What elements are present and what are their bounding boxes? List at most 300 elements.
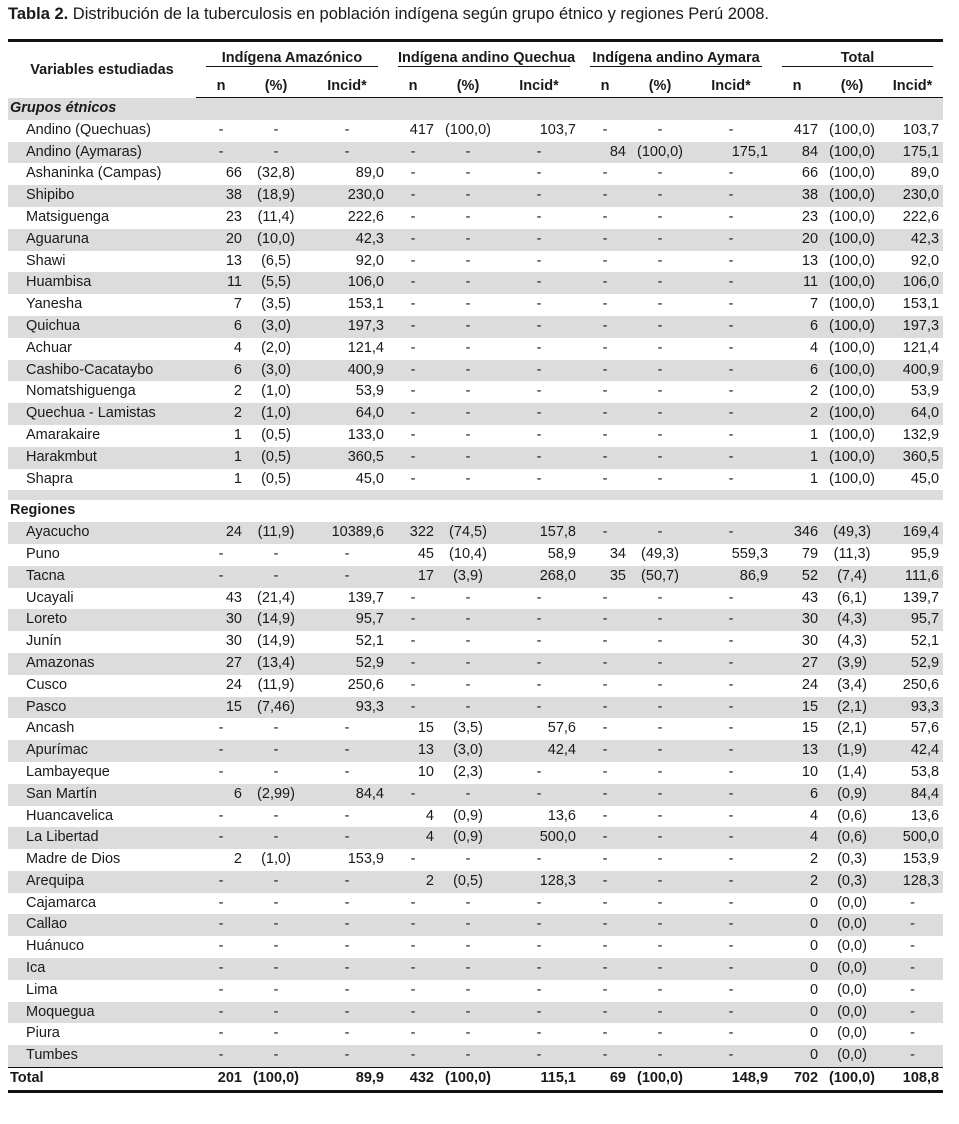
- table-cell: 132,9: [902, 426, 940, 443]
- table-cell: -: [602, 383, 608, 400]
- table-row: [8, 849, 943, 871]
- table-cell: -: [630, 272, 690, 294]
- table-cell: -: [438, 1002, 498, 1024]
- table-cell: -: [465, 589, 471, 606]
- table-cell: 92,0: [355, 252, 384, 269]
- table-cell: (100,0): [829, 426, 875, 443]
- table-cell: (3,4): [837, 676, 867, 693]
- table-cell: -: [657, 470, 663, 487]
- table-cell: 24: [196, 522, 246, 544]
- subheader-n: n: [580, 75, 630, 98]
- table-cell: 0: [772, 958, 822, 980]
- caption-text: Distribución de la tuberculosis en población indígena según grupo étnico y regiones Perú 2008.: [68, 5, 770, 23]
- table-cell: (6,5): [261, 252, 291, 269]
- table-cell: -: [273, 763, 279, 780]
- table-cell: -: [657, 165, 663, 182]
- table-cell: 95,9: [910, 545, 940, 562]
- table-cell: (0,0): [837, 1025, 867, 1042]
- subheader-incid: Incid*: [306, 75, 388, 98]
- table-cell: (3,9): [822, 653, 882, 675]
- table-cell: (100,0): [246, 1068, 306, 1092]
- table-cell: (1,9): [822, 740, 882, 762]
- table-cell: -: [388, 142, 438, 164]
- table-cell: -: [410, 938, 416, 955]
- table-cell: -: [438, 360, 498, 382]
- table-row: [8, 207, 943, 229]
- table-cell: 6: [196, 360, 246, 382]
- table-cell: (1,0): [246, 403, 306, 425]
- table-cell: 13: [225, 252, 242, 269]
- table-cell: -: [728, 121, 734, 138]
- table-cell: 92,0: [910, 252, 940, 269]
- table-cell: -: [438, 229, 498, 251]
- table-cell: -: [498, 360, 580, 382]
- table-cell: (0,9): [438, 827, 498, 849]
- table-cell: 17: [388, 566, 438, 588]
- table-cell: 6: [772, 360, 822, 382]
- table-cell: -: [465, 676, 471, 693]
- table-cell: 52,9: [882, 653, 943, 675]
- table-cell: -: [630, 185, 690, 207]
- row-label: Loreto: [8, 609, 196, 631]
- table-cell: -: [465, 633, 471, 650]
- table-cell: -: [344, 807, 350, 824]
- table-cell: -: [602, 339, 608, 356]
- table-cell: 52,1: [910, 633, 940, 650]
- tuberculosis-table: [8, 39, 943, 1093]
- table-cell: -: [580, 871, 630, 893]
- table-cell: -: [910, 938, 915, 955]
- table-cell: -: [690, 740, 772, 762]
- table-cell: -: [438, 653, 498, 675]
- table-cell: (3,0): [438, 740, 498, 762]
- table-cell: 322: [388, 522, 438, 544]
- table-cell: -: [498, 1002, 580, 1024]
- table-cell: 43: [225, 589, 242, 606]
- table-cell: -: [388, 1002, 438, 1024]
- table-cell: -: [438, 316, 498, 338]
- table-cell: -: [273, 807, 279, 824]
- table-cell: -: [728, 851, 734, 868]
- table-cell: -: [630, 609, 690, 631]
- table-cell: 106,0: [882, 272, 943, 294]
- table-cell: -: [410, 981, 416, 998]
- table-cell: 4: [809, 807, 819, 824]
- table-cell: 153,9: [902, 851, 940, 868]
- table-cell: 13,6: [910, 807, 940, 824]
- table-cell: -: [246, 740, 306, 762]
- table-cell: (0,0): [822, 914, 882, 936]
- table-cell: (0,5): [261, 470, 291, 487]
- table-cell: 2: [233, 383, 242, 400]
- table-cell: 30: [772, 609, 822, 631]
- table-cell: (0,3): [822, 871, 882, 893]
- table-cell: -: [273, 894, 279, 911]
- table-cell: -: [498, 316, 580, 338]
- table-cell: (49,3): [822, 522, 882, 544]
- table-cell: 1: [196, 447, 246, 469]
- table-cell: -: [690, 185, 772, 207]
- table-cell: -: [630, 914, 690, 936]
- table-cell: -: [388, 784, 438, 806]
- table-cell: 45,0: [910, 470, 940, 487]
- table-cell: -: [580, 697, 630, 719]
- table-cell: 1: [233, 426, 242, 443]
- table-cell: 201: [196, 1068, 246, 1092]
- table-cell: -: [218, 894, 224, 911]
- table-cell: 11: [196, 272, 246, 294]
- table-cell: -: [580, 914, 630, 936]
- table-cell: -: [728, 676, 734, 693]
- table-cell: 30: [801, 633, 819, 650]
- table-cell: (100,0): [822, 1068, 882, 1092]
- table-row: [8, 522, 943, 544]
- table-cell: -: [465, 470, 471, 487]
- table-cell: -: [690, 272, 772, 294]
- table-cell: 417: [793, 121, 819, 138]
- table-cell: -: [410, 252, 416, 269]
- table-cell: -: [630, 522, 690, 544]
- row-label: Madre de Dios: [26, 851, 121, 868]
- table-cell: -: [630, 827, 690, 849]
- spacer-cell: [8, 490, 943, 500]
- header-group-quechua: [388, 41, 580, 76]
- header-group-label: Indígena andino Quechua: [398, 50, 576, 66]
- table-cell: -: [465, 1025, 471, 1042]
- table-cell: -: [630, 447, 690, 469]
- table-cell: -: [410, 208, 416, 225]
- table-cell: 42,4: [498, 740, 580, 762]
- table-cell: (0,3): [837, 851, 867, 868]
- table-cell: 35: [580, 566, 630, 588]
- table-cell: -: [438, 784, 498, 806]
- table-cell: (100,0): [822, 447, 882, 469]
- header-group-amazonico: [196, 41, 388, 76]
- table-cell: 52,9: [306, 653, 388, 675]
- table-cell: 250,6: [902, 676, 940, 693]
- table-row: [8, 163, 943, 185]
- row-label: Andino (Aymaras): [8, 142, 196, 164]
- table-cell: 95,7: [306, 609, 388, 631]
- table-cell: -: [728, 1025, 734, 1042]
- table-cell: 702: [772, 1068, 822, 1092]
- table-cell: -: [602, 121, 608, 138]
- table-cell: -: [410, 1025, 416, 1042]
- table-cell: -: [657, 296, 663, 313]
- table-cell: -: [657, 676, 663, 693]
- table-cell: (1,0): [261, 383, 291, 400]
- table-cell: -: [602, 720, 608, 737]
- header-group-label: Indígena andino Aymara: [590, 50, 762, 67]
- table-cell: -: [690, 609, 772, 631]
- table-row: [8, 316, 943, 338]
- table-cell: -: [690, 1045, 772, 1067]
- table-cell: -: [728, 720, 734, 737]
- table-cell: -: [690, 360, 772, 382]
- table-cell: 175,1: [690, 142, 772, 164]
- table-cell: 15: [772, 697, 822, 719]
- row-label: Lima: [26, 981, 58, 998]
- table-cell: -: [273, 121, 279, 138]
- table-cell: -: [196, 740, 246, 762]
- row-label: Apurímac: [8, 740, 196, 762]
- table-cell: -: [728, 633, 734, 650]
- row-label: La Libertad: [8, 827, 196, 849]
- table-cell: (0,6): [837, 807, 867, 824]
- table-cell: (5,5): [246, 272, 306, 294]
- table-cell: 45,0: [355, 470, 384, 487]
- table-row: [8, 914, 943, 936]
- table-cell: -: [306, 871, 388, 893]
- table-cell: -: [196, 871, 246, 893]
- table-cell: (0,5): [261, 426, 291, 443]
- table-cell: (0,9): [453, 807, 483, 824]
- table-cell: 4: [388, 827, 438, 849]
- table-cell: (11,9): [246, 522, 306, 544]
- table-cell: 15: [196, 697, 246, 719]
- table-cell: -: [602, 894, 608, 911]
- table-cell: -: [196, 958, 246, 980]
- table-cell: 95,7: [882, 609, 943, 631]
- table-cell: (2,1): [822, 697, 882, 719]
- table-cell: (6,1): [837, 589, 867, 606]
- table-row: [8, 294, 943, 316]
- table-cell: -: [438, 914, 498, 936]
- table-cell: 4: [772, 827, 822, 849]
- table-cell: -: [498, 447, 580, 469]
- table-cell: -: [580, 827, 630, 849]
- table-cell: 6: [196, 784, 246, 806]
- table-cell: 84,4: [882, 784, 943, 806]
- table-cell: (2,0): [261, 339, 291, 356]
- table-cell: 417: [409, 121, 434, 138]
- table-cell: (100,0): [829, 383, 875, 400]
- table-cell: 106,0: [306, 272, 388, 294]
- row-label: Aguaruna: [8, 229, 196, 251]
- table-cell: 27: [772, 653, 822, 675]
- table-row: [8, 1023, 943, 1045]
- row-label: Ica: [8, 958, 196, 980]
- table-cell: (100,0): [822, 142, 882, 164]
- table-cell: -: [657, 208, 663, 225]
- table-cell: 400,9: [306, 360, 388, 382]
- table-cell: -: [728, 894, 734, 911]
- row-label: Quechua - Lamistas: [8, 403, 196, 425]
- table-cell: 89,0: [910, 165, 940, 182]
- table-cell: -: [498, 653, 580, 675]
- table-cell: -: [465, 208, 471, 225]
- table-cell: -: [536, 165, 542, 182]
- table-cell: 103,7: [902, 121, 940, 138]
- table-cell: 52: [772, 566, 822, 588]
- table-cell: -: [196, 827, 246, 849]
- table-cell: 53,9: [910, 383, 940, 400]
- table-cell: -: [498, 914, 580, 936]
- row-label: Tumbes: [8, 1045, 196, 1067]
- subheader-percent: (%): [630, 75, 690, 98]
- row-label: Moquegua: [8, 1002, 196, 1024]
- table-cell: -: [246, 142, 306, 164]
- table-cell: -: [438, 142, 498, 164]
- table-cell: -: [657, 807, 663, 824]
- table-cell: 360,5: [306, 447, 388, 469]
- table-row: [8, 381, 943, 403]
- table-cell: -: [306, 914, 388, 936]
- table-cell: (100,0): [829, 208, 875, 225]
- table-cell: (0,5): [246, 447, 306, 469]
- table-cell: -: [728, 339, 734, 356]
- table-cell: 57,6: [910, 720, 940, 737]
- table-cell: -: [438, 1045, 498, 1067]
- table-cell: 93,3: [306, 697, 388, 719]
- table-row: [8, 718, 943, 740]
- header-group-label: Total: [782, 50, 933, 67]
- table-cell: -: [246, 566, 306, 588]
- table-cell: 53,8: [910, 763, 940, 780]
- table-cell: 268,0: [498, 566, 580, 588]
- row-label: Piura: [26, 1025, 60, 1042]
- table-cell: -: [410, 426, 416, 443]
- table-cell: -: [580, 609, 630, 631]
- table-row: [8, 1045, 943, 1067]
- table-cell: -: [580, 522, 630, 544]
- table-cell: -: [388, 272, 438, 294]
- table-cell: -: [580, 272, 630, 294]
- table-cell: -: [536, 894, 542, 911]
- table-cell: 103,7: [539, 121, 576, 138]
- table-cell: -: [465, 981, 471, 998]
- row-label: San Martín: [8, 784, 196, 806]
- table-cell: -: [410, 165, 416, 182]
- table-cell: -: [438, 958, 498, 980]
- table-cell: 38: [196, 185, 246, 207]
- table-cell: -: [630, 784, 690, 806]
- table-row: [8, 893, 943, 915]
- table-row: [8, 762, 943, 784]
- table-row: [8, 360, 943, 382]
- table-cell: -: [438, 185, 498, 207]
- table-row: [8, 403, 943, 425]
- table-cell: -: [410, 851, 416, 868]
- table-cell: (3,0): [246, 316, 306, 338]
- table-cell: 128,3: [882, 871, 943, 893]
- table-cell: -: [580, 653, 630, 675]
- row-label: Shawi: [26, 252, 66, 269]
- table-cell: 24: [225, 676, 242, 693]
- table-cell: -: [602, 981, 608, 998]
- table-cell: 4: [233, 339, 242, 356]
- row-label: Shipibo: [8, 185, 196, 207]
- table-cell: (0,0): [837, 981, 867, 998]
- table-cell: (7,46): [246, 697, 306, 719]
- table-cell: 153,1: [902, 296, 940, 313]
- table-cell: -: [388, 697, 438, 719]
- subheader-percent: (%): [438, 75, 498, 98]
- table-cell: -: [602, 589, 608, 606]
- table-cell: -: [690, 914, 772, 936]
- table-cell: (49,3): [641, 545, 679, 562]
- table-cell: -: [246, 914, 306, 936]
- table-cell: -: [728, 470, 734, 487]
- table-cell: 10: [417, 763, 434, 780]
- table-cell: -: [728, 938, 734, 955]
- table-cell: -: [728, 252, 734, 269]
- table-cell: 0: [772, 914, 822, 936]
- table-cell: 13: [388, 740, 438, 762]
- table-cell: 84,4: [306, 784, 388, 806]
- table-cell: -: [690, 871, 772, 893]
- table-cell: -: [196, 142, 246, 164]
- table-cell: -: [602, 851, 608, 868]
- table-cell: -: [657, 894, 663, 911]
- table-cell: -: [388, 609, 438, 631]
- table-cell: 27: [196, 653, 246, 675]
- caption-label: Tabla 2.: [8, 5, 69, 23]
- table-cell: -: [465, 165, 471, 182]
- table-cell: (1,4): [837, 763, 867, 780]
- table-cell: -: [728, 763, 734, 780]
- table-cell: -: [498, 272, 580, 294]
- table-cell: (50,7): [630, 566, 690, 588]
- table-cell: (4,3): [837, 633, 867, 650]
- table-cell: -: [536, 470, 542, 487]
- table-cell: -: [690, 784, 772, 806]
- row-label: Junín: [26, 633, 62, 650]
- row-label: Harakmbut: [8, 447, 196, 469]
- table-cell: -: [602, 763, 608, 780]
- table-cell: (100,0): [822, 403, 882, 425]
- table-cell: 346: [772, 522, 822, 544]
- table-cell: 230,0: [306, 185, 388, 207]
- table-cell: -: [388, 958, 438, 980]
- table-cell: 4: [425, 807, 434, 824]
- table-cell: (3,9): [438, 566, 498, 588]
- table-row: [8, 120, 943, 142]
- table-cell: 53,9: [355, 383, 384, 400]
- table-cell: -: [657, 851, 663, 868]
- table-row: [8, 631, 943, 653]
- table-cell: 0: [772, 1045, 822, 1067]
- table-cell: -: [536, 589, 542, 606]
- table-cell: 15: [801, 720, 819, 737]
- table-cell: 84: [772, 142, 822, 164]
- table-cell: (2,3): [453, 763, 483, 780]
- table-cell: -: [728, 296, 734, 313]
- table-cell: -: [728, 383, 734, 400]
- table-cell: 230,0: [882, 185, 943, 207]
- table-cell: -: [536, 633, 542, 650]
- subheader-incid: Incid*: [882, 75, 943, 98]
- table-cell: -: [498, 229, 580, 251]
- row-label: Shapra: [26, 470, 73, 487]
- table-cell: -: [536, 296, 542, 313]
- table-cell: -: [465, 426, 471, 443]
- table-cell: -: [657, 938, 663, 955]
- table-cell: 45: [417, 545, 434, 562]
- header-group-label: Indígena Amazónico: [206, 50, 378, 67]
- row-label: Cusco: [26, 676, 68, 693]
- row-label: Amazonas: [8, 653, 196, 675]
- table-cell: 139,7: [347, 589, 384, 606]
- table-cell: 15: [417, 720, 434, 737]
- table-cell: -: [438, 447, 498, 469]
- table-cell: 2: [233, 851, 242, 868]
- table-cell: -: [580, 1002, 630, 1024]
- table-cell: -: [388, 447, 438, 469]
- table-cell: -: [246, 1002, 306, 1024]
- table-cell: -: [344, 938, 350, 955]
- table-cell: 500,0: [882, 827, 943, 849]
